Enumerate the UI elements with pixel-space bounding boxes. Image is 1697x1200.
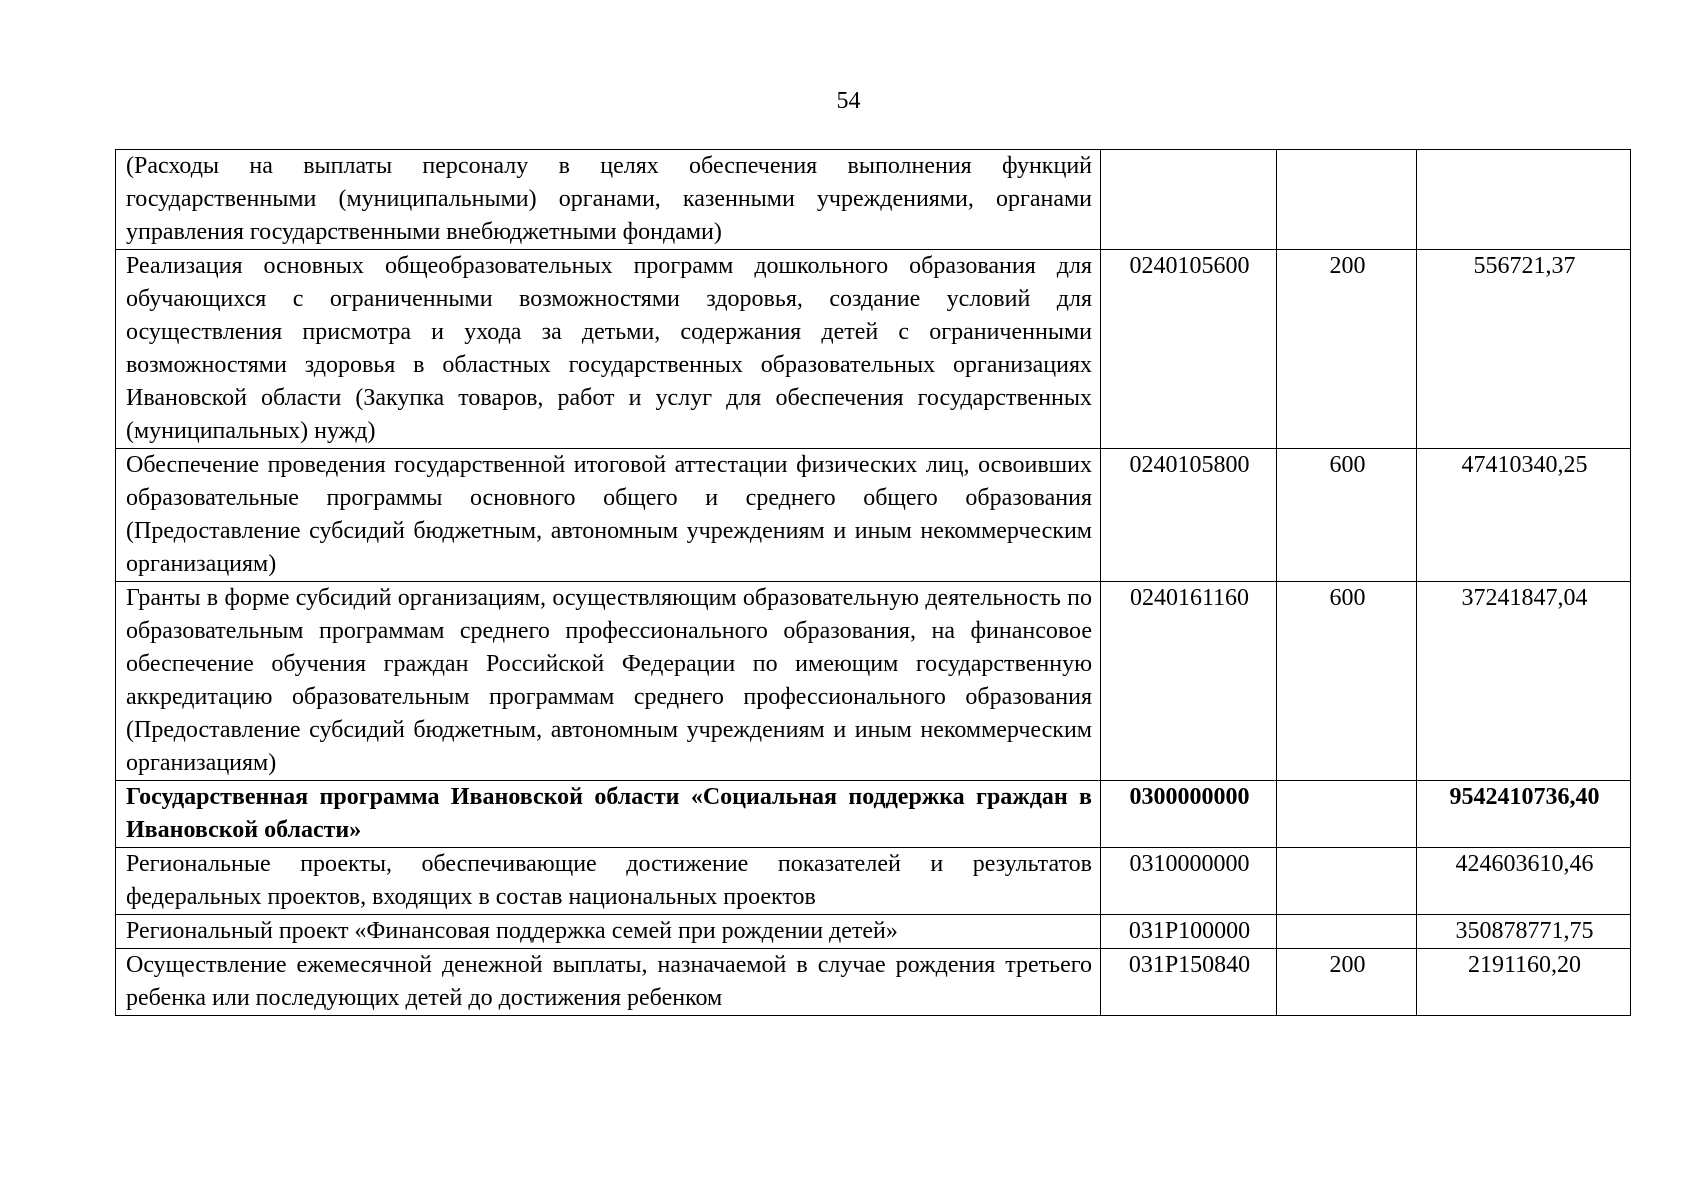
row-expense-type xyxy=(1277,150,1417,250)
table-row-program xyxy=(116,781,1631,848)
table-row xyxy=(116,949,1631,1016)
row-description: Реализация основных общеобразовательных программ дошкольного образования для обучающихся с ограниченными возможностями здоровья, создание условий для осуществления присмотра и ухода за детьми, содержания детей с ограниченными возможностями здоровья в областных государственных образовательных организациях Ивановской области (Закупка товаров, работ и услуг для обеспечения государственных (муниципальных) нужд) xyxy=(116,250,1101,449)
row-description: Гранты в форме субсидий организациям, осуществляющим образовательную деятельность по образовательным программам среднего профессионального образования, на финансовое обеспечение обучения граждан Российской Федерации по имеющим государственную аккредитацию образовательным программам среднего профессионального образования (Предоставление субсидий бюджетным, автономным учреждениям и иным некоммерческим организациям) xyxy=(116,582,1101,781)
row-expense-type: 600 xyxy=(1277,449,1417,582)
row-amount: 350878771,75 xyxy=(1417,915,1631,949)
row-description: (Расходы на выплаты персоналу в целях обеспечения выполнения функций государственными (муниципальными) органами, казенными учреждениями, органами управления государственными внебюджетными фондами) xyxy=(116,150,1101,250)
row-description: Осуществление ежемесячной денежной выплаты, назначаемой в случае рождения третьего ребенка или последующих детей до достижения ребенком xyxy=(116,949,1101,1016)
table-row xyxy=(116,848,1631,915)
row-code: 031P100000 xyxy=(1101,915,1277,949)
row-description: Государственная программа Ивановской области «Социальная поддержка граждан в Ивановской области» xyxy=(116,781,1101,848)
table-row xyxy=(116,250,1631,449)
row-code: 0240105600 xyxy=(1101,250,1277,449)
row-description: Региональный проект «Финансовая поддержка семей при рождении детей» xyxy=(116,915,1101,949)
table-row xyxy=(116,150,1631,250)
row-amount: 37241847,04 xyxy=(1417,582,1631,781)
row-description: Региональные проекты, обеспечивающие достижение показателей и результатов федеральных проектов, входящих в состав национальных проектов xyxy=(116,848,1101,915)
row-description: Обеспечение проведения государственной итоговой аттестации физических лиц, освоивших образовательные программы основного общего и среднего общего образования (Предоставление субсидий бюджетным, автономным учреждениям и иным некоммерческим организациям) xyxy=(116,449,1101,582)
table-row xyxy=(116,582,1631,781)
budget-table xyxy=(115,149,1631,1016)
row-expense-type xyxy=(1277,848,1417,915)
row-amount: 556721,37 xyxy=(1417,250,1631,449)
row-expense-type: 600 xyxy=(1277,582,1417,781)
row-amount: 424603610,46 xyxy=(1417,848,1631,915)
table-row xyxy=(116,915,1631,949)
row-code: 0300000000 xyxy=(1101,781,1277,848)
row-expense-type xyxy=(1277,781,1417,848)
row-amount: 2191160,20 xyxy=(1417,949,1631,1016)
row-expense-type: 200 xyxy=(1277,250,1417,449)
row-code xyxy=(1101,150,1277,250)
row-code: 0310000000 xyxy=(1101,848,1277,915)
row-code: 0240161160 xyxy=(1101,582,1277,781)
row-expense-type: 200 xyxy=(1277,949,1417,1016)
row-amount: 9542410736,40 xyxy=(1417,781,1631,848)
row-expense-type xyxy=(1277,915,1417,949)
table-row xyxy=(116,449,1631,582)
row-amount xyxy=(1417,150,1631,250)
row-code: 031P150840 xyxy=(1101,949,1277,1016)
row-amount: 47410340,25 xyxy=(1417,449,1631,582)
row-code: 0240105800 xyxy=(1101,449,1277,582)
page-number: 54 xyxy=(836,88,861,114)
